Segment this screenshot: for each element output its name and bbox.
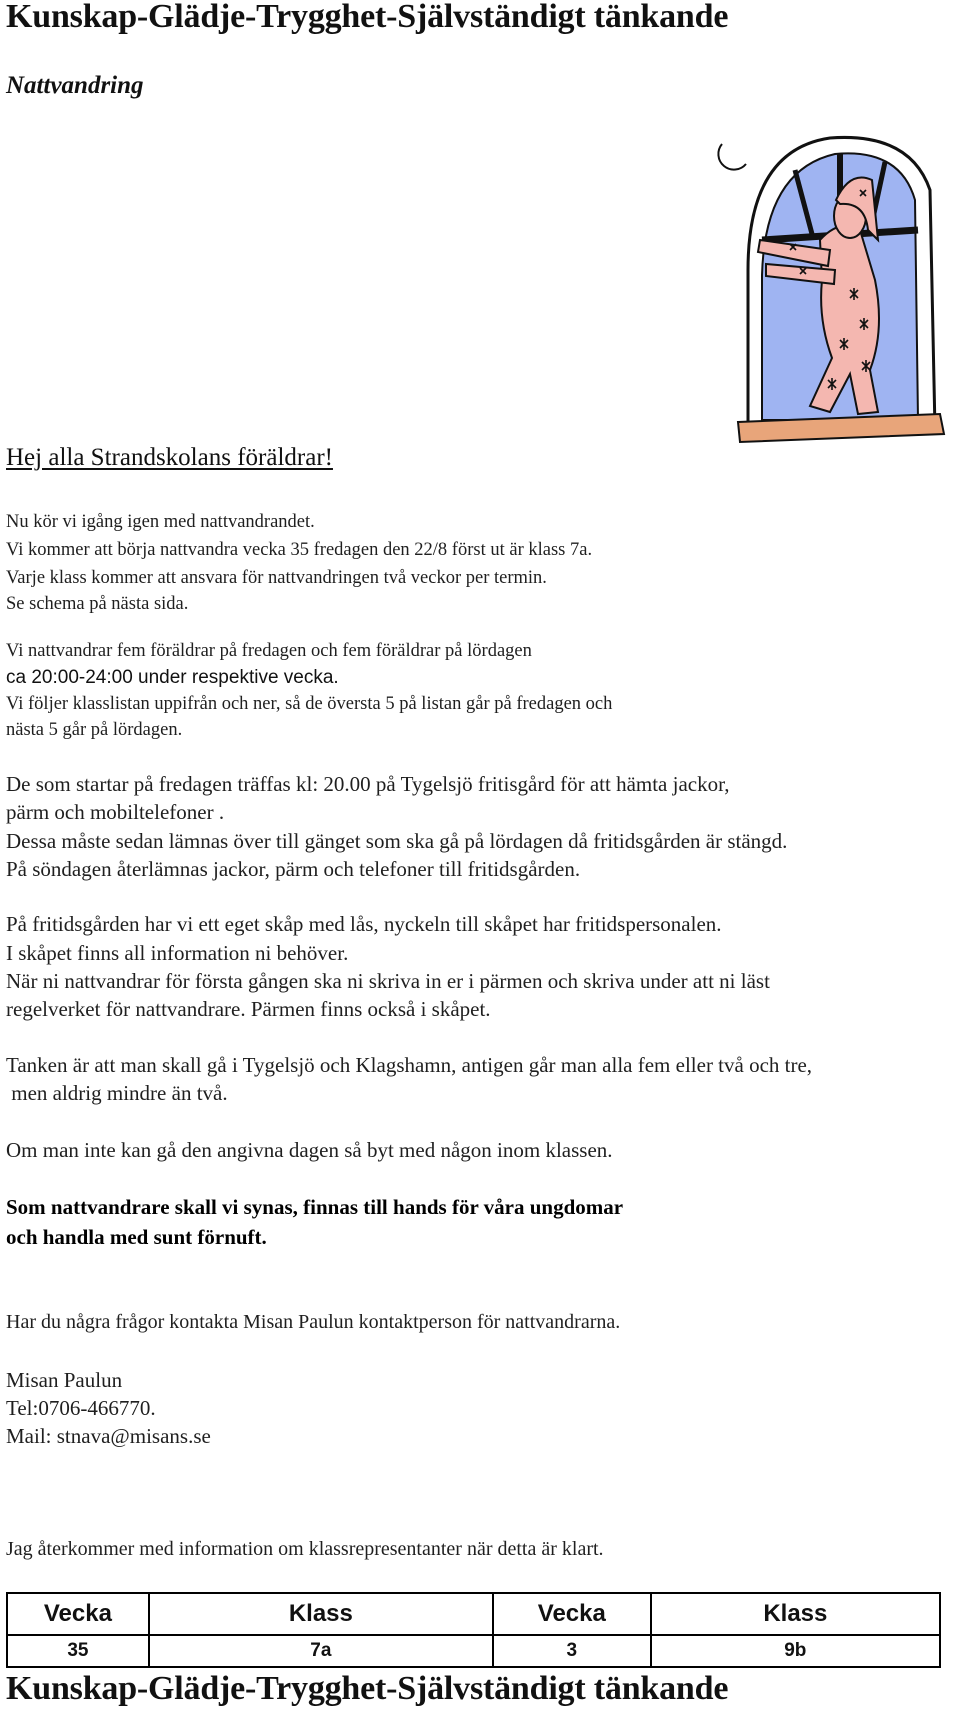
schedule-cell: 7a xyxy=(149,1635,493,1667)
contact-name: Misan Paulun xyxy=(6,1368,123,1392)
schedule-header-cell: Vecka xyxy=(493,1593,651,1635)
paragraph-line: Dessa måste sedan lämnas över till gänget som ska gå på lördagen då fritidsgården är stängd. xyxy=(6,829,788,853)
schedule-table xyxy=(6,1592,941,1668)
paragraph-line: Varje klass kommer att ansvara för nattvandringen två veckor per termin. xyxy=(6,568,547,588)
paragraph-line: pärm och mobiltelefoner . xyxy=(6,800,225,824)
paragraph-line: men aldrig mindre än två. xyxy=(6,1081,228,1105)
schedule-cell: 35 xyxy=(7,1635,149,1667)
emphasis-line: Som nattvandrare skall vi synas, finnas till hands för våra ungdomar xyxy=(6,1195,624,1219)
schedule-header-cell: Klass xyxy=(149,1593,493,1635)
greeting-heading: Hej alla Strandskolans föräldrar! xyxy=(6,444,333,471)
paragraph-line: Se schema på nästa sida. xyxy=(6,594,189,614)
page-subtitle: Nattvandring xyxy=(6,72,144,99)
moon-icon xyxy=(718,144,746,170)
paragraph-line: När ni nattvandrar för första gången ska ni skriva in er i pärmen och skriva under att ni läst xyxy=(6,969,770,993)
sleepwalker-in-window-icon xyxy=(700,130,960,450)
schedule-cell: 9b xyxy=(651,1635,940,1667)
contact-phone: Tel:0706-466770. xyxy=(6,1396,156,1420)
paragraph-line: På fritidsgården har vi ett eget skåp med lås, nyckeln till skåpet har fritidspersonalen. xyxy=(6,912,722,936)
time-line: ca 20:00-24:00 under respektive vecka. xyxy=(6,667,339,688)
schedule-header-cell: Klass xyxy=(651,1593,940,1635)
table-row xyxy=(7,1635,940,1667)
paragraph-line: De som startar på fredagen träffas kl: 20.00 på Tygelsjö fritisgård för att hämta jackor, xyxy=(6,772,730,796)
paragraph-line: regelverket för nattvandrare. Pärmen finns också i skåpet. xyxy=(6,997,491,1021)
paragraph-line: Tanken är att man skall gå i Tygelsjö och Klagshamn, antigen går man alla fem eller två och tre, xyxy=(6,1053,813,1077)
schedule-header-cell: Vecka xyxy=(7,1593,149,1635)
paragraph-line: Vi kommer att börja nattvandra vecka 35 fredagen den 22/8 först ut är klass 7a. xyxy=(6,540,593,560)
contact-email[interactable]: Mail: stnava@misans.se xyxy=(6,1424,211,1448)
paragraph-line: nästa 5 går på lördagen. xyxy=(6,720,183,740)
footer-motto: Kunskap-Glädje-Trygghet-Självständigt tänkande xyxy=(6,1670,729,1707)
paragraph-line: Jag återkommer med information om klassrepresentanter när detta är klart. xyxy=(6,1538,604,1560)
schedule-cell: 3 xyxy=(493,1635,651,1667)
paragraph-line: Nu kör vi igång igen med nattvandrandet. xyxy=(6,512,315,532)
schedule-header-row xyxy=(7,1593,940,1635)
paragraph-line: På söndagen återlämnas jackor, pärm och telefoner till fritidsgården. xyxy=(6,857,581,881)
paragraph-line: Vi följer klasslistan uppifrån och ner, så de översta 5 på listan går på fredagen och xyxy=(6,694,613,714)
paragraph-line: I skåpet finns all information ni behöver. xyxy=(6,941,349,965)
header-motto: Kunskap-Glädje-Trygghet-Självständigt tänkande xyxy=(6,0,729,35)
paragraph-line: Vi nattvandrar fem föräldrar på fredagen och fem föräldrar på lördagen xyxy=(6,641,532,661)
paragraph-line: Har du några frågor kontakta Misan Paulun kontaktperson för nattvandrarna. xyxy=(6,1311,621,1333)
paragraph-line: Om man inte kan gå den angivna dagen så byt med någon inom klassen. xyxy=(6,1138,613,1162)
emphasis-line: och handla med sunt förnuft. xyxy=(6,1225,267,1249)
